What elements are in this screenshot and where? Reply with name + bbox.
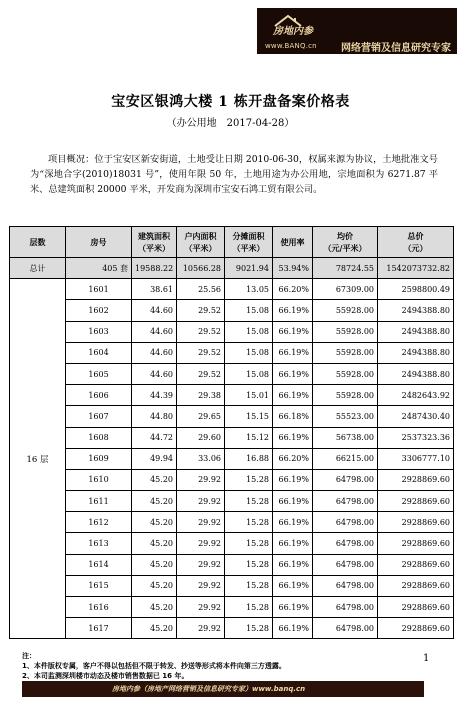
net-area-cell: 29.52 (177, 363, 225, 384)
floor-cell: 16 层 (10, 279, 66, 639)
room-cell: 1606 (66, 385, 132, 406)
header-usage-rate: 使用率 (273, 227, 313, 258)
shared-area-cell: 15.28 (225, 533, 273, 554)
total-price-cell: 2494388.80 (378, 300, 454, 321)
net-area-cell: 29.38 (177, 385, 225, 406)
logo-text: 房地内参 (273, 26, 313, 37)
gross-area-cell: 44.60 (132, 300, 177, 321)
unit-price-cell: 64798.00 (313, 491, 378, 512)
room-cell: 1617 (66, 618, 132, 639)
net-area-cell: 29.52 (177, 300, 225, 321)
shared-area-cell: 15.08 (225, 300, 273, 321)
total-price-cell: 2598800.49 (378, 279, 454, 300)
room-cell: 1604 (66, 342, 132, 363)
net-area-cell: 29.60 (177, 427, 225, 448)
shared-area-cell: 16.88 (225, 448, 273, 469)
usage-rate-cell: 66.20% (273, 448, 313, 469)
net-area-cell: 29.92 (177, 491, 225, 512)
unit-price-cell: 64798.00 (313, 533, 378, 554)
unit-price-cell: 55928.00 (313, 385, 378, 406)
total-price-cell: 2494388.80 (378, 342, 454, 363)
usage-rate-cell: 66.18% (273, 406, 313, 427)
shared-area-cell: 15.28 (225, 618, 273, 639)
room-cell: 1611 (66, 491, 132, 512)
usage-rate-cell: 66.19% (273, 321, 313, 342)
usage-rate-cell: 66.19% (273, 491, 313, 512)
header-gross-area-text: 建筑面积 （平米） (138, 231, 170, 253)
room-cell: 1610 (66, 469, 132, 490)
gross-area-cell: 45.20 (132, 618, 177, 639)
note-item: 1、本件版权专属，客户不得以包括但不限于转发、抄送等形式将本件向第三方透露。 (22, 662, 286, 670)
site-url: www.BANQ.cn (265, 42, 317, 50)
total-price-cell: 2537323.36 (378, 427, 454, 448)
shared-area-cell: 15.28 (225, 512, 273, 533)
total-label: 总计 (10, 258, 66, 279)
usage-rate-cell: 66.19% (273, 385, 313, 406)
table-row (10, 342, 454, 363)
unit-price-cell: 55928.00 (313, 300, 378, 321)
shared-area-cell: 15.28 (225, 575, 273, 596)
shared-area-cell: 15.28 (225, 491, 273, 512)
room-cell: 1603 (66, 321, 132, 342)
gross-area-cell: 44.60 (132, 321, 177, 342)
table-row (10, 512, 454, 533)
net-area-cell: 29.92 (177, 469, 225, 490)
room-cell: 1605 (66, 363, 132, 384)
room-cell: 1615 (66, 575, 132, 596)
unit-price-cell: 66215.00 (313, 448, 378, 469)
table-row (10, 618, 454, 639)
total-price-cell: 3306777.10 (378, 448, 454, 469)
total-price-cell: 2928869.60 (378, 597, 454, 618)
unit-price-cell: 64798.00 (313, 575, 378, 596)
notes (22, 651, 422, 681)
room-cell: 1613 (66, 533, 132, 554)
net-area-cell: 29.92 (177, 597, 225, 618)
table-row (10, 300, 454, 321)
net-area-cell: 29.92 (177, 554, 225, 575)
unit-price-cell: 55928.00 (313, 321, 378, 342)
gross-area-cell: 45.20 (132, 597, 177, 618)
gross-area-cell: 44.72 (132, 427, 177, 448)
table-row (10, 385, 454, 406)
page-number: 1 (423, 653, 430, 664)
header-total-price (378, 227, 454, 258)
net-area-cell: 29.92 (177, 512, 225, 533)
table-row (10, 469, 454, 490)
header-net-area-text: 户内面积 （平米） (184, 231, 217, 253)
room-cell: 1602 (66, 300, 132, 321)
room-cell: 1609 (66, 448, 132, 469)
table-row (10, 533, 454, 554)
table-row (10, 427, 454, 448)
table-row (10, 575, 454, 596)
total-gross-area: 19588.22 (132, 258, 177, 279)
net-area-cell: 29.92 (177, 533, 225, 554)
unit-price-cell: 55523.00 (313, 406, 378, 427)
shared-area-cell: 15.28 (225, 554, 273, 575)
total-price-cell: 2482643.92 (378, 385, 454, 406)
usage-rate-cell: 66.19% (273, 342, 313, 363)
usage-rate-cell: 66.19% (273, 618, 313, 639)
gross-area-cell: 44.80 (132, 406, 177, 427)
total-price-cell: 2928869.60 (378, 469, 454, 490)
usage-rate-cell: 66.19% (273, 469, 313, 490)
unit-price-cell: 64798.00 (313, 554, 378, 575)
usage-rate-cell: 66.19% (273, 300, 313, 321)
unit-price-cell: 55928.00 (313, 342, 378, 363)
header-net-area (177, 227, 225, 258)
room-cell: 1608 (66, 427, 132, 448)
table-row (10, 554, 454, 575)
room-cell: 1616 (66, 597, 132, 618)
document-title: 宝安区银鸿大楼 1 栋开盘备案价格表 (111, 94, 350, 110)
usage-rate-cell: 66.20% (273, 279, 313, 300)
header-unit-price-text: 均价 （元/平米） (323, 231, 367, 253)
room-cell: 1612 (66, 512, 132, 533)
table-row (10, 448, 454, 469)
header-floor: 层数 (10, 227, 66, 258)
table-row (10, 363, 454, 384)
document-subtitle: （办公用地 2017-04-28） (166, 118, 295, 129)
gross-area-cell: 45.20 (132, 575, 177, 596)
header-unit-price (313, 227, 378, 258)
table-header-row (10, 227, 454, 258)
total-total-price: 1542073732.82 (378, 258, 454, 279)
gross-area-cell: 45.20 (132, 554, 177, 575)
shared-area-cell: 15.28 (225, 469, 273, 490)
header-gross-area (132, 227, 177, 258)
gross-area-cell: 45.20 (132, 533, 177, 554)
shared-area-cell: 15.28 (225, 597, 273, 618)
usage-rate-cell: 66.19% (273, 575, 313, 596)
unit-price-cell: 64798.00 (313, 512, 378, 533)
table-row (10, 279, 454, 300)
room-cell: 1614 (66, 554, 132, 575)
total-shared-area: 9021.94 (225, 258, 273, 279)
notes-label: 注： (22, 652, 36, 660)
total-price-cell: 2928869.60 (378, 491, 454, 512)
total-price-cell: 2494388.80 (378, 363, 454, 384)
total-usage-rate: 53.94% (273, 258, 313, 279)
gross-area-cell: 44.60 (132, 363, 177, 384)
shared-area-cell: 13.05 (225, 279, 273, 300)
gross-area-cell: 44.39 (132, 385, 177, 406)
total-price-cell: 2928869.60 (378, 554, 454, 575)
net-area-cell: 29.52 (177, 321, 225, 342)
shared-area-cell: 15.08 (225, 321, 273, 342)
header-slogan: 网络营销及信息研究专家 (341, 43, 451, 54)
table-row (10, 406, 454, 427)
footer-bar: 房地内参（房地产网络营销及信息研究专家）www.banq.cn (22, 681, 424, 697)
unit-price-cell: 56738.00 (313, 427, 378, 448)
net-area-cell: 29.52 (177, 342, 225, 363)
total-price-cell: 2928869.60 (378, 533, 454, 554)
header-total-price-text: 总价 （元） (403, 231, 428, 253)
room-cell: 1601 (66, 279, 132, 300)
shared-area-cell: 15.08 (225, 363, 273, 384)
total-price-cell: 2928869.60 (378, 618, 454, 639)
gross-area-cell: 49.94 (132, 448, 177, 469)
usage-rate-cell: 66.19% (273, 554, 313, 575)
net-area-cell: 29.92 (177, 575, 225, 596)
usage-rate-cell: 66.19% (273, 363, 313, 384)
header-shared-area (225, 227, 273, 258)
gross-area-cell: 38.61 (132, 279, 177, 300)
unit-price-cell: 64798.00 (313, 597, 378, 618)
net-area-cell: 25.56 (177, 279, 225, 300)
table-row (10, 321, 454, 342)
total-price-cell: 2928869.60 (378, 512, 454, 533)
usage-rate-cell: 66.19% (273, 597, 313, 618)
project-overview: 项目概况：位于宝安区新安街道，土地受让日期 2010-06-30，权属来源为协议，土地批准文号为“深地合字(2010)18031 号”，使用年限 50 年，土地用途为办公用地，宗地面积为 6271.87 平米、总建筑面积 20000 平米，开发商为深圳市宝安石鸿工贸有限公司。 (30, 154, 438, 195)
usage-rate-cell: 66.19% (273, 512, 313, 533)
usage-rate-cell: 66.19% (273, 533, 313, 554)
shared-area-cell: 15.01 (225, 385, 273, 406)
shared-area-cell: 15.15 (225, 406, 273, 427)
gross-area-cell: 45.20 (132, 469, 177, 490)
total-price-cell: 2928869.60 (378, 575, 454, 596)
table-row (10, 491, 454, 512)
unit-price-cell: 64798.00 (313, 618, 378, 639)
total-price-cell: 2487430.40 (378, 406, 454, 427)
net-area-cell: 29.65 (177, 406, 225, 427)
net-area-cell: 29.92 (177, 618, 225, 639)
header-banner (257, 8, 457, 54)
price-table (9, 226, 454, 639)
table-row (10, 597, 454, 618)
header-shared-area-text: 分摊面积 （平米） (232, 231, 265, 253)
room-cell: 1607 (66, 406, 132, 427)
total-rooms: 405 套 (66, 258, 132, 279)
total-row (10, 258, 454, 279)
shared-area-cell: 15.08 (225, 342, 273, 363)
unit-price-cell: 64798.00 (313, 469, 378, 490)
gross-area-cell: 45.20 (132, 512, 177, 533)
header-room: 房号 (66, 227, 132, 258)
unit-price-cell: 67309.00 (313, 279, 378, 300)
shared-area-cell: 15.12 (225, 427, 273, 448)
gross-area-cell: 45.20 (132, 491, 177, 512)
note-item: 2、本司监测深圳楼市动态及楼市销售数据已 16 年。 (22, 672, 189, 680)
total-net-area: 10566.28 (177, 258, 225, 279)
unit-price-cell: 55928.00 (313, 363, 378, 384)
total-price-cell: 2494388.80 (378, 321, 454, 342)
usage-rate-cell: 66.19% (273, 427, 313, 448)
gross-area-cell: 44.60 (132, 342, 177, 363)
net-area-cell: 33.06 (177, 448, 225, 469)
total-unit-price: 78724.55 (313, 258, 378, 279)
